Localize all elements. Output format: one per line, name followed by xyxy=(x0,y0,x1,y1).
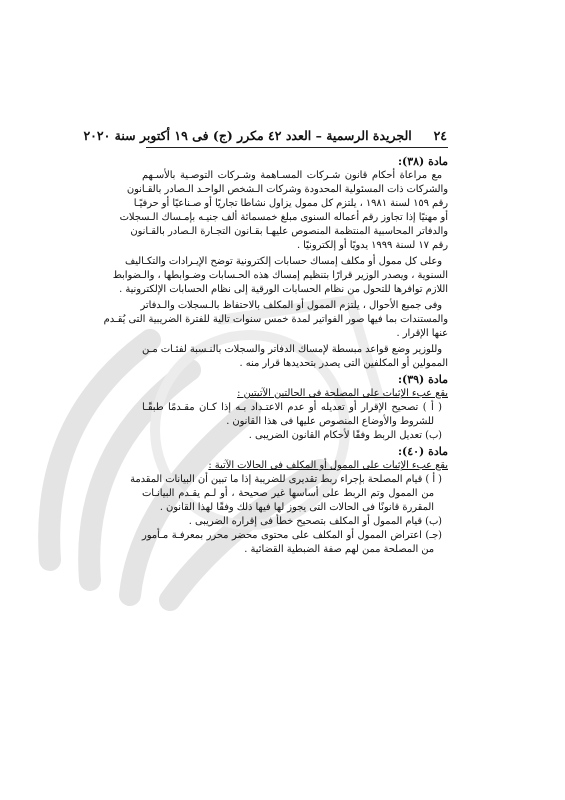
list-item-b: (ب) تعديل الربط وفقًا لأحكام القانون الضريبى . xyxy=(248,430,442,441)
article-39-intro: يقع عبء الإثبات على المصلحة فى الحالتين الآتيتين : xyxy=(237,388,448,399)
text-line: الممولين أو المكلفين التى يصدر بتحديدها قرار منه . xyxy=(239,358,448,369)
list-item-b: (ب) قيام الممول أو المكلف بتصحيح خطأ فى إقراره الضريبى . xyxy=(188,516,442,527)
gazette-title: الجريدة الرسمية – العدد ٤٢ مكرر (ج) فى ١٩ أكتوبر سنة ٢٠٢٠ xyxy=(83,128,412,143)
text-line: وللوزير وضع قواعد مبسطة لإمساك الدفاتر والسجلات بالنـسبة لفئـات مـن xyxy=(142,344,442,355)
article-40-title: مادة (٤٠): xyxy=(397,445,448,458)
list-item-c: (جـ) اعتراض الممول أو المكلف على محتوى محضر محرر بمعرفـة مـأمور xyxy=(142,530,442,541)
list-item-a: ( أ ) قيام المصلحة بإجراء ربط تقديرى للضريبة إذا ما تبين أن البيانات المقدمة xyxy=(130,474,442,485)
article-38-title: مادة (٣٨): xyxy=(397,155,448,168)
text-line: أو مهنيًا إذا تجاوز رقم أعماله السنوى مبلغ خمسمائة ألف جنيـه بإمـساك الـسجلات xyxy=(119,212,448,223)
text-line: وفى جميع الأحوال ، يلتزم الممول أو المكلف بالاحتفاظ بالـسجلات والـدفاتر xyxy=(140,300,442,311)
text-line: عنها الإقرار . xyxy=(396,328,448,339)
text-line: مع مراعاة أحكام قانون شـركات المسـاهمة وشـركات التوصـية بالأسـهم xyxy=(142,170,442,181)
text-line: والدفاتر المحاسبية المنتظمة المنصوص عليهـا بقـانون التجـارة الـصادر بالقـانون xyxy=(130,226,448,237)
page-header xyxy=(83,128,447,143)
text-line: وعلى كل ممول أو مكلف إمساك حسابات إلكترونية توضح الإيـرادات والتكـاليف xyxy=(125,256,442,267)
article-40-intro: يقع عبء الإثبات على الممول أو المكلف فى الحالات الآتية : xyxy=(208,460,448,471)
page-number: ٢٤ xyxy=(433,128,447,143)
text-line: من المصلحة ممن لهم صفة الضبطية القضائية . xyxy=(244,544,434,555)
text-line: للشروط والأوضاع المنصوص عليها فى هذا القانون . xyxy=(226,416,434,427)
text-line: رقم ١٥٩ لسنة ١٩٨١ ، يلتزم كل ممول يزاول نشاطا تجاريًا أو صـناعيًا أو حرفيًـا xyxy=(133,198,448,209)
article-39-title: مادة (٣٩): xyxy=(397,373,448,386)
text-line: من الممول وتم الربط على أساسها غير صحيحة ، أو لـم يقـدم البيانـات xyxy=(142,488,434,499)
text-line: رقم ١٧ لسنة ١٩٩٩ يدويًا أو إلكترونيًا . xyxy=(296,240,448,251)
text-line: السنوية ، ويصدر الوزير قرارًا بتنظيم إمساك هذه الحـسابات وضـوابطها ، والـضوابط xyxy=(112,270,448,281)
text-line: والمستندات بما فيها صور الفواتير لمدة خمس سنوات تالية للفترة الضريبية التى يُقـدم xyxy=(103,314,448,325)
text-line: والشركات ذات المسئولية المحدودة وشركات الـشخص الواحـد الـصادر بالقـانون xyxy=(126,184,448,195)
header-divider xyxy=(146,147,448,148)
list-item-a: ( أ ) تصحيح الإقرار أو تعديله أو عدم الاعتـداد بـه إذا كـان مقـدمًا طبقًـا xyxy=(142,402,442,413)
text-line: اللازم توافرها للتحول من نظام الحسابات الورقية إلى نظام الحسابات الإلكترونية . xyxy=(119,284,448,295)
text-line: المقررة قانونًا فى الحالات التى يجوز لها فيها ذلك وفقًا لهذا القانون . xyxy=(159,502,434,513)
document-body xyxy=(103,153,448,557)
